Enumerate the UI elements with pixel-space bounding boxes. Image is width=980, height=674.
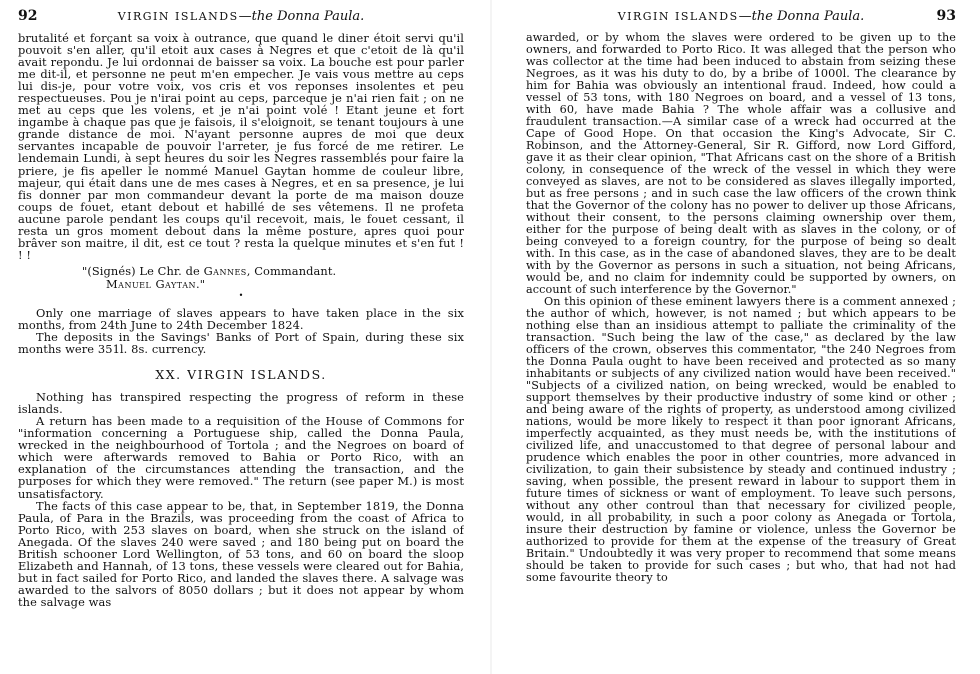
paragraph-deposits: The deposits in the Savings' Banks of Port of Spain, during these six months were 351l. 8s. currency. bbox=[18, 329, 464, 357]
signature-name-gannes: Gannes bbox=[203, 263, 247, 278]
signature-block bbox=[18, 265, 464, 291]
section-heading: XX. VIRGIN ISLANDS. bbox=[155, 367, 327, 383]
paragraph-opinion: On this opinion of these eminent lawyers there is a comment annexed ; the author of which, however, is not named ; but which appears to be nothing else than an insidious attempt to palliate the criminality of the transaction. "Such being the law of the case," as declared by the law officers of the crown, observes this commentator, "the 240 Negroes from the Donna Paula ought to have been received and protected as so many inhabitants or subjects of any civilized nation would have been received." "Subjects of a civilized nation, on being wrecked, would be enabled to support themselves by their productive industry of some kind or other ; and being aware of the rights of property, as understood among civilized nations, would be more likely to respect it than poor ignorant Africans, imperfectly acquainted, as they must needs be, with the institutions of civilized life, and unaccustomed to that degree of personal labour and prudence which enables the poor in other countries, more advanced in civilization, to gain their subsistence by steady and continued industry ; saving, when possible, the present reward in labour to support them in future times of sickness or want of employment. To leave such persons, without any other controul than that necessary for civilized people, would, in all probability, in such a poor colony as Anegada or Tortola, insure their destruction by famine or violence, unless the Governor be authorized to provide for them at the expense of the treasury of Great Britain." Undoubtedly it was very proper to recommend that some means should be taken to provide for such cases ; but who, that had not had some favourite theory to bbox=[526, 295, 956, 584]
separator-dot: • bbox=[238, 290, 244, 300]
right-running-title-italic: —the Donna Paula. bbox=[738, 9, 865, 24]
signature-name-gaytan: Manuel Gaytan bbox=[106, 276, 196, 291]
right-page bbox=[526, 0, 956, 674]
left-running-title-caps: VIRGIN ISLANDS bbox=[117, 10, 239, 23]
right-running-head bbox=[526, 8, 956, 32]
left-page-number: 92 bbox=[18, 8, 38, 24]
right-page-number: 93 bbox=[936, 8, 956, 24]
left-running-title-italic: —the Donna Paula. bbox=[238, 9, 365, 24]
signature-prefix: "(Signés) Le Chr. de bbox=[82, 263, 204, 278]
book-gutter bbox=[490, 0, 492, 674]
right-running-title bbox=[526, 9, 956, 24]
signature-closing: ." bbox=[195, 276, 206, 291]
paragraph-awarded: awarded, or by whom the slaves were ordered to be given up to the owners, and forwarded to Porto Rico. It was alleged that the person who was collector at the time had been induced to abstain from seizing these Negroes, as it was his duty to do, by a bribe of 1000l. The clearance by him for Bahia was obviously an intentional fraud. Indeed, how could a vessel of 53 tons, with 180 Negroes on board, and a vessel of 13 tons, with 60, have made Bahia ? The whole affair was a collusive and fraudulent transaction.—A similar case of a wreck had occurred at the Cape of Good Hope. On that occasion the King's Advocate, Sir C. Robinson, and the Attorney-General, Sir R. Gifford, now Lord Gifford, gave it as their clear opinion, "That Africans cast on the shore of a British colony, in consequence of the wreck of the vessel in which they were conveyed as slaves, are not to be considered as slaves illegally imported, but as free persons ; and in such case the law officers of the crown think that the Governor of the colony has no power to deliver up those Africans, without their consent, to the persons claiming ownership over them, either for the purpose of being dealt with as slaves in the colony, or of being conveyed to a foreign country, for the purpose of being so dealt with. In this case, as in the case of abandoned slaves, they are to be dealt with by the Governor as persons in such a situation, not being Africans, would be, and no claim for indemnity could be supported by owners, on account of such interference by the Governor." bbox=[526, 31, 956, 296]
signature-title: , Commandant. bbox=[246, 263, 337, 278]
left-running-title bbox=[18, 9, 464, 24]
paragraph-marriage: Only one marriage of slaves appears to have taken place in the six months, from 24th June to 24th December 1824. bbox=[18, 305, 464, 332]
signature-line-2 bbox=[82, 278, 464, 291]
left-body-text bbox=[18, 32, 464, 608]
left-running-head bbox=[18, 8, 464, 32]
right-body-text bbox=[526, 32, 956, 584]
paragraph-return: A return has been made to a requisition of the House of Commons for "information concerning a Portuguese ship, called the Donna Paula, wrecked in the neighbourhood of Tortola ; and the Negroes on board of which were afterwards removed to Bahia or Porto Rico, with an explanation of the circumstances attending the transaction, and the purposes for which they were removed." The return (see paper M.) is most unsatisfactory. bbox=[18, 414, 464, 501]
paragraph-nothing-transpired: Nothing has transpired respecting the progress of reform in these islands. bbox=[18, 390, 464, 417]
paragraph-facts: The facts of this case appear to be, that, in September 1819, the Donna Paula, of Para in the Brazils, was proceeding from the coast of Africa to Porto Rico, with 253 slaves on board, when she struck on the island of Anegada. Of the slaves 240 were saved ; and 180 being put on board the British schooner Lord Wellington, of 53 tons, and 60 on board the sloop Elizabeth and Hannah, of 13 tons, these vessels were cleared out for Bahia, but in fact sailed for Porto Rico, and landed the slaves there. A salvage was awarded to the salvors of 8050 dollars ; but it does not appear by whom the salvage was bbox=[18, 498, 464, 609]
french-passage: brutalité et forçant sa voix à outrance, que quand le diner étoit servi qu'il pouvoit s'en aller, qu'il etoit aux cases à Negres et que c'etoit de là qu'il avait repondu. Je lui ordonnai de baisser sa voix. La bouche est pour parler me dit-il, et personne ne peut m'en empecher. Je vais vous mettre au ceps lui dis-je, pour votre voix, vos cris et vos reponses insolentes et peu respectueuses. Pou je n'irai point au ceps, parceque je n'ai rien fait ; on ne met au ceps que les volens, et je n'ai point volé ! Etant jeune et fort ingambe à chaque pas que je faisois, il s'eloignoit, se tenant toujours à une grande distance de moi. N'ayant personne aupres de moi que deux servantes incapable de pouvoir l'arreter, je fus forcé de me retirer. Le lendemain Lundi, à sept heures du soir les Negres rassemblés pour faire la priere, je fis apeller le nommé Manuel Gaytan homme de couleur libre, majeur, qui était dans une de mes cases à Negres, et en sa presence, je lui fis donner par mon commandeur devant la porte de ma maison douze coups de fouet, etant debout et habillé de ses vêtemens. Il ne profeta aucune parole pendant les coups qu'il recevoit, mais, le fouet cessant, il resta un gros moment debout dans la même posture, apres quoi pour brâver son maitre, il dit, est ce tout ? resta la quelque minutes et s'en fut ! ! ! bbox=[18, 31, 464, 262]
right-running-title-caps: VIRGIN ISLANDS bbox=[617, 10, 739, 23]
left-page bbox=[18, 0, 464, 674]
